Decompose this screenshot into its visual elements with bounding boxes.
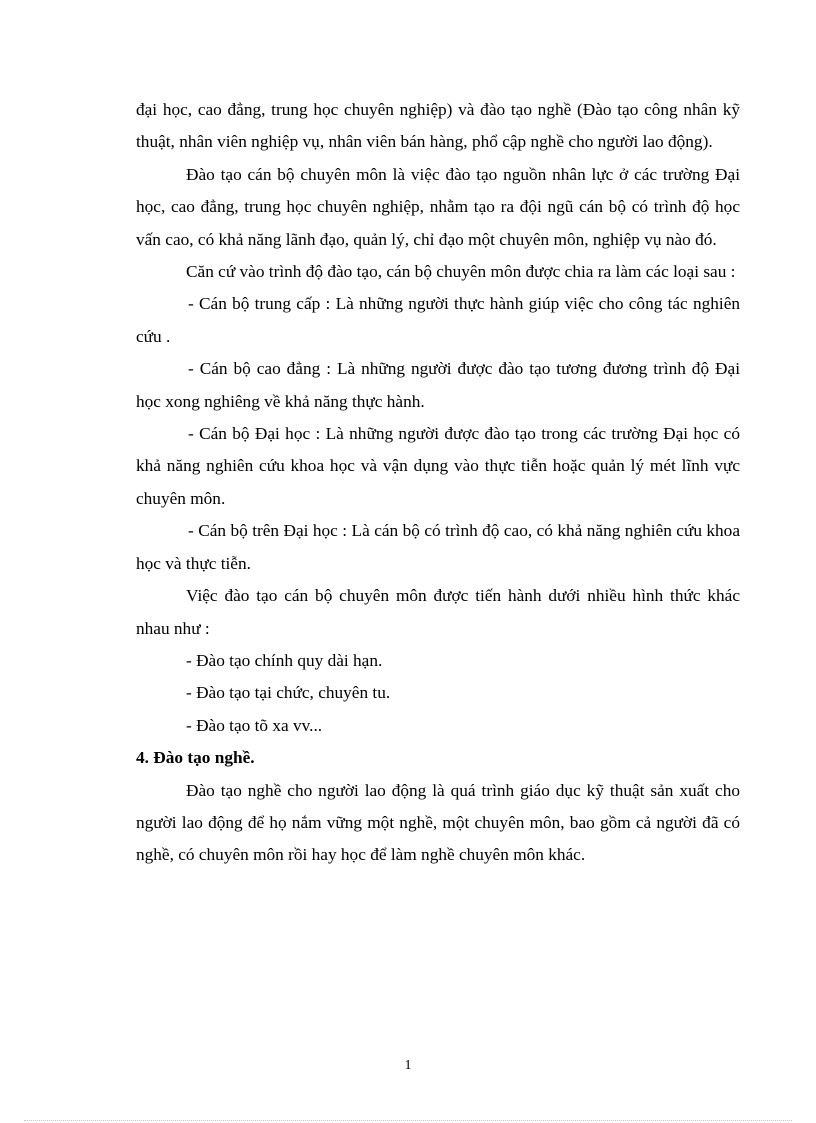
paragraph-university-staff: - Cán bộ Đại học : Là những người được đào tạo trong các trường Đại học có khả năng nghiên cứu khoa học và vận dụng vào thực tiễn hoặc quản lý mét lĩnh vực chuyên môn. bbox=[136, 424, 740, 508]
document-body bbox=[136, 94, 740, 872]
section-heading: 4. Đào tạo nghề. bbox=[136, 748, 255, 768]
paragraph-college-staff: - Cán bộ cao đẳng : Là những người được đào tạo tương đương trình độ Đại học xong nghiêng về khả năng thực hành. bbox=[136, 359, 740, 411]
paragraph-classification: Căn cứ vào trình độ đào tạo, cán bộ chuyên môn được chia ra làm các loại sau : bbox=[186, 262, 736, 282]
page-bottom-divider bbox=[24, 1120, 792, 1121]
paragraph-vocational-training: Đào tạo nghề cho người lao động là quá trình giáo dục kỹ thuật sản xuất cho người lao động để họ nắm vững một nghề, một chuyên môn, bao gồm cả người đã có nghề, có chuyên môn rồi hay học để làm nghề chuyên môn khác. bbox=[136, 780, 740, 865]
page-number: 1 bbox=[404, 1058, 412, 1073]
paragraph-training-forms: Việc đào tạo cán bộ chuyên môn được tiến hành dưới nhiều hình thức khác nhau như : bbox=[136, 586, 740, 638]
paragraph-professional-training: Đào tạo cán bộ chuyên môn là việc đào tạo nguồn nhân lực ở các trường Đại học, cao đẳng, trung học chuyên nghiệp, nhằm tạo ra đội ngũ cán bộ có trình độ học vấn cao, có khả năng lãnh đạo, quản lý, chỉ đạo một chuyên môn, nghiệp vụ nào đó. bbox=[136, 164, 740, 249]
list-item-full-time: - Đào tạo chính quy dài hạn. bbox=[186, 650, 383, 670]
list-item-in-service: - Đào tạo tại chức, chuyên tu. bbox=[186, 683, 391, 703]
paragraph-continuation: đại học, cao đẳng, trung học chuyên nghiệp) và đào tạo nghề (Đào tạo công nhân kỹ thuật, nhân viên nghiệp vụ, nhân viên bán hàng, phổ cập nghề cho người lao động). bbox=[136, 100, 740, 152]
paragraph-intermediate-staff: - Cán bộ trung cấp : Là những người thực hành giúp việc cho công tác nghiên cứu . bbox=[136, 294, 740, 346]
list-item-distance: - Đào tạo tõ xa vv... bbox=[186, 715, 323, 735]
paragraph-postgraduate-staff: - Cán bộ trên Đại học : Là cán bộ có trình độ cao, có khả năng nghiên cứu khoa học và thực tiễn. bbox=[136, 521, 740, 573]
